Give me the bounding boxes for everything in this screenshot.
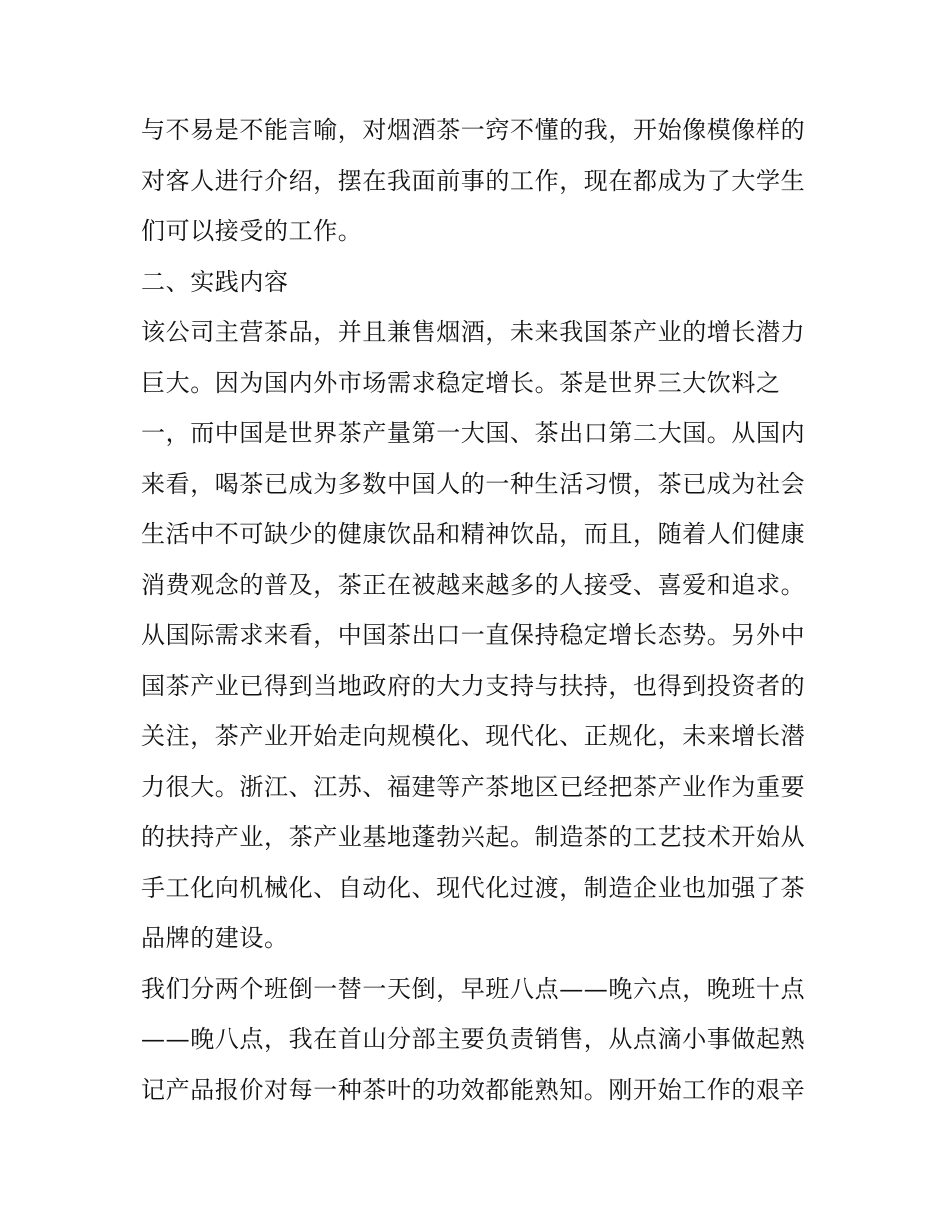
text-line: 力很大。浙江、江苏、福建等产茶地区已经把茶产业作为重要 [141, 772, 806, 801]
text-line: 国茶产业已得到当地政府的大力支持与扶持，也得到投资者的 [141, 671, 806, 700]
section-heading: 二、实践内容 [141, 267, 289, 296]
text-line: 从国际需求来看，中国茶出口一直保持稳定增长态势。另外中 [141, 621, 806, 649]
text-line: 生活中不可缺少的健康饮品和精神饮品，而且，随着人们健康 [141, 520, 806, 548]
text-line: 一，而中国是世界茶产量第一大国、茶出口第二大国。从国内 [141, 419, 806, 447]
text-line: 品牌的建设。 [141, 924, 289, 952]
text-line: 我们分两个班倒一替一天倒，早班八点——晚六点，晚班十点 [141, 974, 806, 1003]
body-text [141, 105, 811, 1115]
text-line: 来看，喝茶已成为多数中国人的一种生活习惯，茶已成为社会 [141, 469, 806, 498]
text-line: 巨大。因为国内外市场需求稳定增长。茶是世界三大饮料之 [141, 368, 781, 397]
text-line: 记产品报价对每一种茶叶的功效都能熟知。刚开始工作的艰辛 [141, 1075, 806, 1104]
text-line: 关注，茶产业开始走向规模化、现代化、正规化，未来增长潜 [141, 722, 806, 750]
text-line: 的扶持产业，茶产业基地蓬勃兴起。制造茶的工艺技术开始从 [141, 823, 806, 851]
text-line: 与不易是不能言喻，对烟酒茶一窍不懂的我，开始像模像样的 [141, 116, 806, 144]
text-line: 消费观念的普及，茶正在被越来越多的人接受、喜爱和追求。 [141, 570, 806, 599]
text-line: ——晚八点，我在首山分部主要负责销售，从点滴小事做起熟 [141, 1025, 806, 1053]
text-line: 们可以接受的工作。 [141, 217, 363, 245]
text-line: 该公司主营茶品，并且兼售烟酒，未来我国茶产业的增长潜力 [141, 318, 806, 346]
text-line: 手工化向机械化、自动化、现代化过渡，制造企业也加强了茶 [141, 873, 806, 902]
text-line: 对客人进行介绍，摆在我面前事的工作，现在都成为了大学生 [141, 166, 806, 195]
